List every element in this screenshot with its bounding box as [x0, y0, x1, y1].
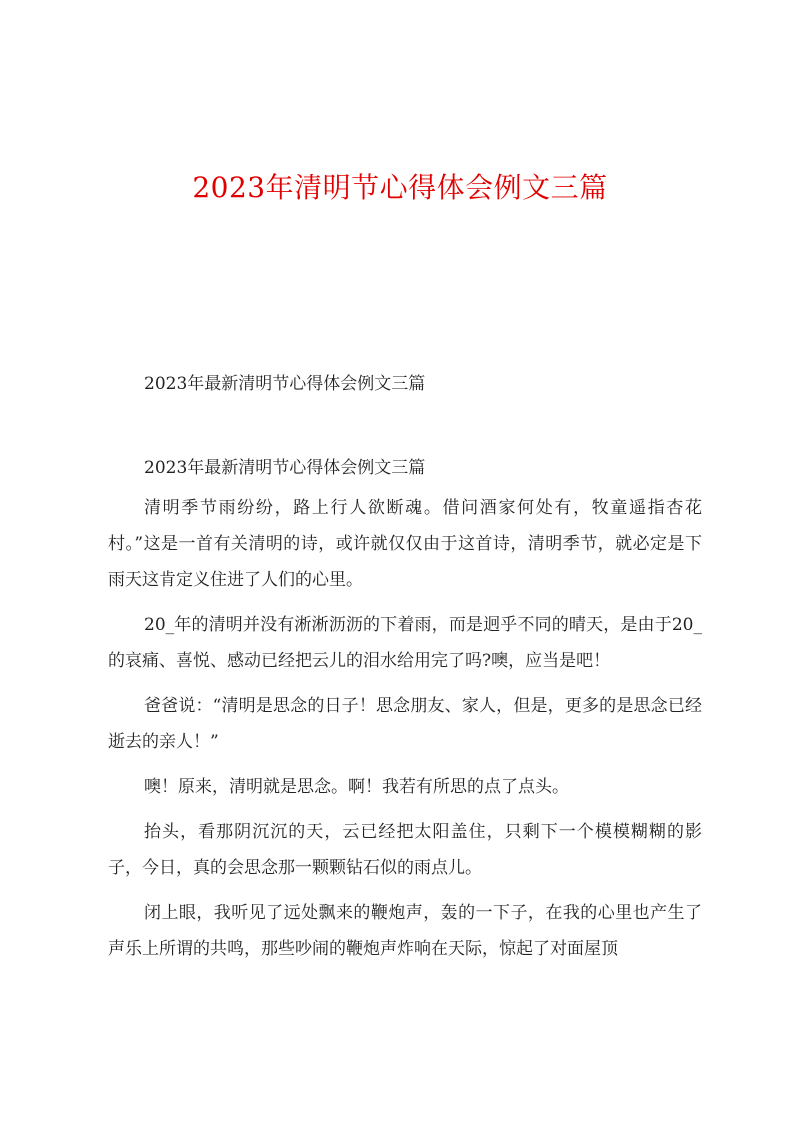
paragraph: 清明季节雨纷纷，路上行人欲断魂。借问酒家何处有，牧童遥指杏花村。”这是一首有关清明的诗，或许就仅仅由于这首诗，清明季节，就必定是下雨天这肯定义住进了人们的心里。	[108, 498, 702, 590]
paragraph: 闭上眼，我听见了远处飘来的鞭炮声，轰的一下子，在我的心里也产生了声乐上所谓的共鸣，那些吵闹的鞭炮声炸响在天际，惊起了对面屋顶	[108, 903, 702, 959]
document-title: 2023年清明节心得体会例文三篇	[192, 171, 608, 204]
document-body	[108, 490, 702, 976]
paragraph: 20_年的清明并没有淅淅沥沥的下着雨，而是迥乎不同的晴天，是由于20_的哀痛、喜悦、感动已经把云儿的泪水给用完了吗?噢，应当是吧！	[108, 615, 702, 671]
paragraph: 爸爸说：“清明是思念的日子！思念朋友、家人，但是，更多的是思念已经逝去的亲人！”	[108, 696, 702, 752]
document-subtitle-2: 2023年最新清明节心得体会例文三篇	[144, 458, 426, 478]
document-subtitle-1: 2023年最新清明节心得体会例文三篇	[144, 374, 426, 394]
paragraph: 抬头，看那阴沉沉的天，云已经把太阳盖住，只剩下一个模模糊糊的影子，今日，真的会思念那一颗颗钻石似的雨点儿。	[108, 822, 702, 878]
paragraph: 噢！原来，清明就是思念。啊！我若有所思的点了点头。	[144, 777, 569, 797]
